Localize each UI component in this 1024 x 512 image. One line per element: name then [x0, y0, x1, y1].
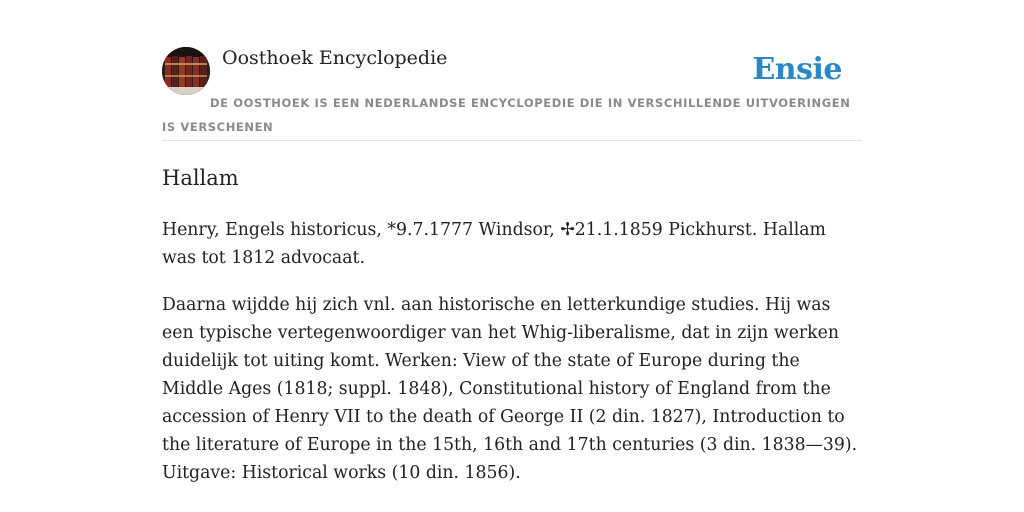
article-paragraph-2: Daarna wijdde hij zich vnl. aan historische en letterkundige studies. Hij was een typische vertegenwoordiger van het Whig-liberalisme, dat in zijn werken duidelijk tot uiting komt. Werken: View of the state of Europe during the Middle Ages (1818; suppl. 1848), Constitutional history of England from the accession of Henry VII to the death of George II (2 din. 1827), Introduction to the literature of Europe in the 15th, 16th and 17th centuries (3 din. 1838—39). Uitgave: Historical works (10 din. 1856). — [162, 295, 858, 483]
site-tagline: DE OOSTHOEK IS EEN NEDERLANDSE ENCYCLOPEDIE DIE IN VERSCHILLENDE UITVOERINGEN IS VERSCHENEN — [162, 96, 851, 134]
article — [162, 162, 862, 506]
brand-logo[interactable]: Ensie — [752, 52, 842, 87]
article-paragraph-1: Henry, Engels historicus, *9.7.1777 Windsor, ✢21.1.1859 Pickhurst. Hallam was tot 1812 advocaat. — [162, 220, 826, 268]
site-title[interactable]: Oosthoek Encyclopedie — [222, 47, 448, 69]
article-title: Hallam — [162, 166, 239, 190]
encyclopedia-books-icon[interactable] — [162, 47, 210, 95]
site-header — [162, 46, 862, 141]
